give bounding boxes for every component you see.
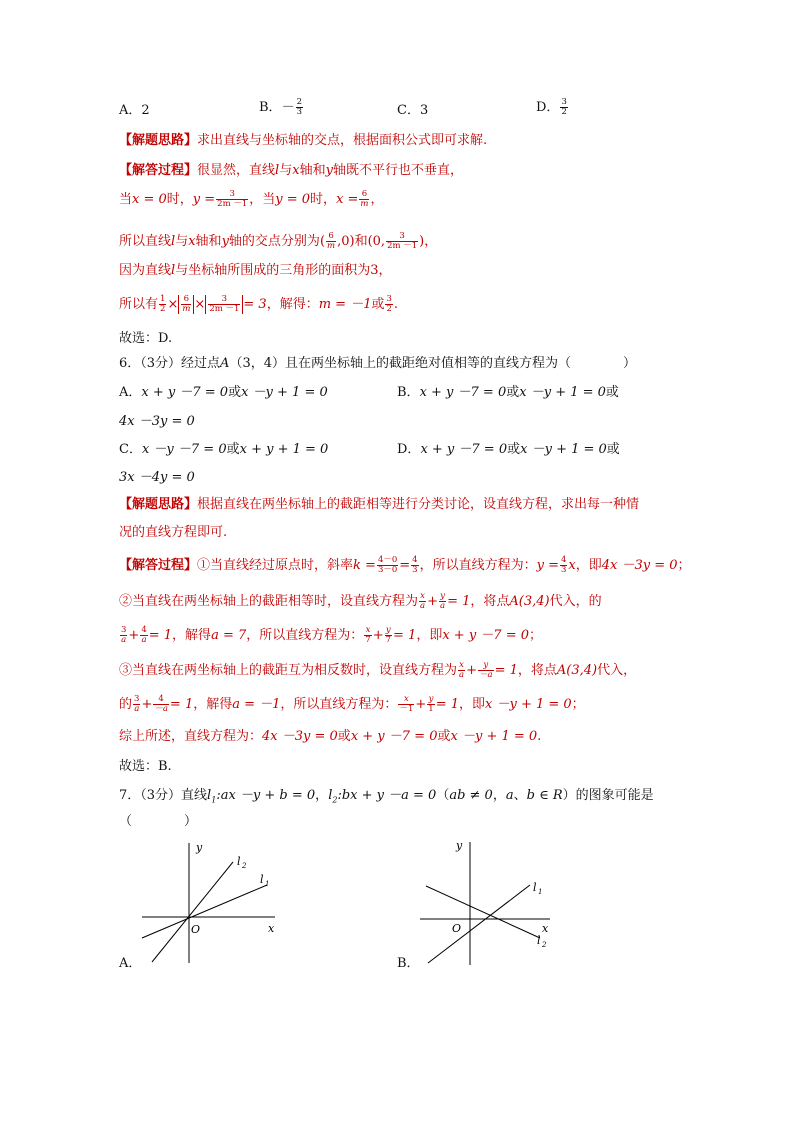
q6-step-2: ②当直线在两坐标轴上的截距相等时，设直线方程为 $\frac{x}{a}$ + $\frac{y}{a}$ = 1，将点A(3,4)代入，的 — [119, 591, 602, 611]
q7-paren: （ ） — [119, 814, 198, 829]
q6-option-d-cont: 3x －4y = 0 — [119, 470, 195, 485]
figb-origin-label: O — [452, 922, 462, 935]
q6-summary: 综上所述，直线方程为：4x －3y = 0或x + y －7 = 0或x －y + 1 = 0. — [119, 729, 542, 744]
figa-origin-label: O — [191, 923, 201, 936]
q7-figure-a-label: A． — [119, 956, 142, 971]
q6-step-3-cont: 的 $\frac{3}{a}$ + $\frac{4}{-a}$ = 1，解得a = －1，所以直线方程为： $\frac{x}{-1}$ + $\frac{y}{1}$ = 1，即x －y + 1 = 0； — [119, 694, 585, 714]
q5-option-d — [536, 98, 569, 117]
q5-thinking — [119, 134, 487, 147]
q7-stem: 7．（3分）直线$l_1:ax -y + b = 0$，$l_2:bx + y -a = 0(ab \ne 0$，a、b ∈ R）的图象可能是 — [119, 788, 654, 805]
q5-thinking-tag: 【解题思路】 — [119, 133, 198, 148]
q5-process-line-4: 因为直线l与坐标轴所围成的三角形的面积为3， — [119, 263, 392, 278]
q5-option-d-label: D． — [536, 99, 560, 115]
q5-option-c: C．3 — [397, 103, 429, 118]
q5-process-line-5: 所以有 $\frac{1}{2}$ × $\frac{6}{m}$ × $\frac{3}{2m -1}$ = 3，解得：m = －1或 $\frac{3}{2}$ . — [119, 294, 399, 314]
q6-option-a: A．x + y －7 = 0或x －y + 1 = 0 — [119, 385, 328, 400]
q6-option-d: D．x + y －7 = 0或x －y + 1 = 0或 — [397, 442, 620, 457]
q6-option-b-cont: 4x －3y = 0 — [119, 414, 195, 429]
q5-option-d-frac: $\frac{3}{2}$ — [561, 97, 567, 117]
q6-option-c: C．x －y －7 = 0或x + y + 1 = 0 — [119, 442, 329, 457]
figb-y-label: y — [456, 839, 463, 852]
figa-l2-sub: 2 — [242, 862, 247, 870]
figa-l1-label: l — [260, 873, 264, 886]
q6-stem: 6．（3分）经过点A（3，4）且在两坐标轴上的截距绝对值相等的直线方程为（ ） — [119, 356, 636, 371]
q5-option-a: A．2 — [119, 103, 150, 118]
q6-step-2-cont: $\frac{3}{a}$ + $\frac{4}{a}$ = 1，解得a = 7，所以直线方程为： $\frac{x}{7}$ + $\frac{y}{7}$ = 1，即x + y －7 = 0； — [121, 625, 543, 645]
q5-option-b-frac: $\frac{2}{3}$ — [296, 97, 302, 117]
q7-figure-b-label: B． — [397, 956, 420, 971]
q5-option-b-sign: － — [281, 99, 295, 115]
figa-x-label: x — [268, 922, 275, 935]
q5-answer: 故选：D. — [119, 331, 173, 346]
figb-l2-label: l — [537, 934, 541, 947]
q6-option-b: B．x + y －7 = 0或x －y + 1 = 0或 — [397, 385, 619, 400]
q5-process-line-3: 所以直线l与x轴和y轴的交点分别为( $\frac{6}{m}$ ,0)和(0, $\frac{3}{2m -1}$ )， — [119, 231, 438, 251]
q5-option-b-label: B． — [259, 99, 282, 115]
figa-l2-label: l — [237, 855, 241, 868]
figa-y-label: y — [196, 841, 203, 854]
figb-l1-label: l — [533, 881, 537, 894]
figb-l2-sub: 2 — [542, 941, 547, 949]
q5-thinking-text: 求出直线与坐标轴的交点，根据面积公式即可求解. — [197, 133, 488, 148]
q6-answer: 故选：B. — [119, 759, 172, 774]
q5-process-line-1: 【解答过程】很显然，直线l与x轴和y轴既不平行也不垂直， — [119, 163, 463, 178]
q5-process-line-2: 当x = 0时，y = $\frac{3}{2m -1}$ ，当y = 0时，x = $\frac{6}{m}$ ， — [119, 189, 384, 209]
figa-l1-sub: 1 — [265, 880, 270, 888]
q7-figure-b — [410, 835, 570, 970]
q6-thinking-1: 【解题思路】根据直线在两坐标轴上的截距相等进行分类讨论，设直线方程，求出每一种情 — [119, 497, 640, 512]
q5-option-b — [259, 98, 304, 117]
q6-step-3: ③当直线在两坐标轴上的截距互为相反数时，设直线方程为 $\frac{x}{a}$ + $\frac{y}{-a}$ = 1，将点A(3,4)代入， — [119, 660, 637, 680]
q7-figure-a — [130, 835, 290, 970]
figb-x-label: x — [542, 922, 549, 935]
figb-l1-sub: 1 — [538, 888, 543, 896]
q6-thinking-2: 况的直线方程即可. — [119, 525, 228, 540]
q6-step-1: 【解答过程】①当直线经过原点时，斜率k = $\frac{4-0}{3-0}$ = $\frac{4}{3}$ ，所以直线方程为：y = $\frac{4}{3}$ x，即4x －3y = 0； — [119, 555, 691, 575]
